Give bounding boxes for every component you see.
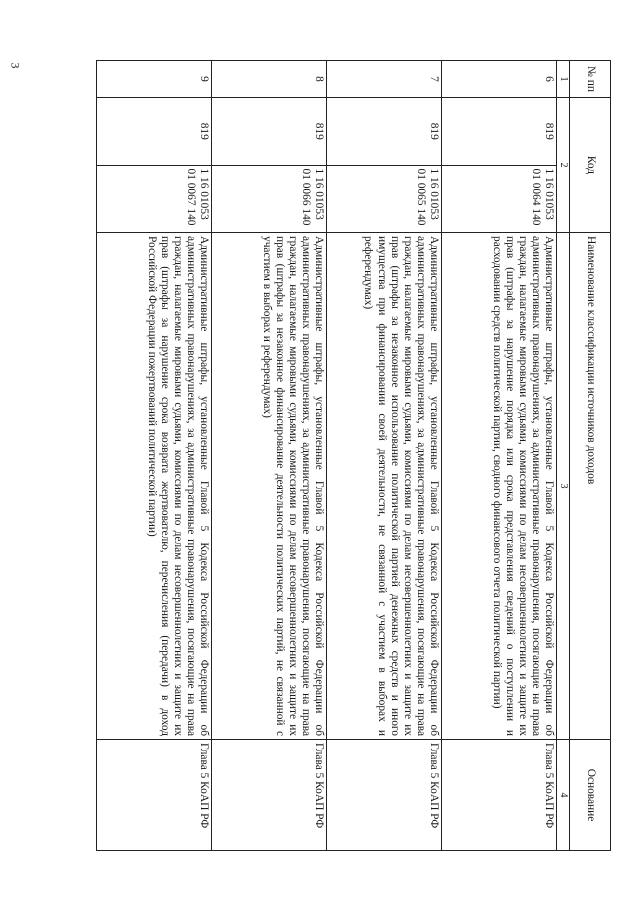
classification-code: 1 16 01053 01 0065 140 xyxy=(327,165,442,233)
admin-code: 819 xyxy=(212,98,327,166)
classification-code: 1 16 01053 01 0067 140 xyxy=(97,165,212,233)
column-number: 4 xyxy=(557,740,570,851)
table-header-row xyxy=(570,61,611,851)
table-row xyxy=(442,61,557,851)
admin-code: 819 xyxy=(327,98,442,166)
classification-code: 1 16 01053 01 0064 140 xyxy=(442,165,557,233)
row-number: 9 xyxy=(97,61,212,98)
classification-code: 1 16 01053 01 0066 140 xyxy=(212,165,327,233)
admin-code: 819 xyxy=(442,98,557,166)
header-number: № пп xyxy=(570,61,611,98)
legal-basis: Глава 5 КоАП РФ xyxy=(327,740,442,851)
row-number: 7 xyxy=(327,61,442,98)
rotated-table-container xyxy=(96,60,611,851)
legal-basis: Глава 5 КоАП РФ xyxy=(442,740,557,851)
page-number: 3 xyxy=(8,62,23,69)
table-body xyxy=(97,61,557,851)
classification-name: Административные штрафы, установленные Главой 5 Кодекса Российской Федерации об административных правонарушениях, за административные правонарушения, посягающие на права граждан, налагаемые мировыми судьями, комиссиями по делам несовершеннолетних и защите их прав (штрафы за незаконное финансирование деятельности политических партий, не связанной с участием в выборах и референдумах) xyxy=(212,233,327,740)
legal-basis: Глава 5 КоАП РФ xyxy=(212,740,327,851)
classification-name: Административные штрафы, установленные Главой 5 Кодекса Российской Федерации об административных правонарушениях, за административные правонарушения, посягающие на права граждан, налагаемые мировыми судьями, комиссиями по делам несовершеннолетних и защите их прав (штрафы за незаконное использование политической партией денежных средств и иного имущества при финансировании своей деятельности, не связанной с участием в выборах и референдумах) xyxy=(327,233,442,740)
table-row xyxy=(212,61,327,851)
classification-name: Административные штрафы, установленные Главой 5 Кодекса Российской Федерации об административных правонарушениях, за административные правонарушения, посягающие на права граждан, налагаемые мировыми судьями, комиссиями по делам несовершеннолетних и защите их прав (штрафы за нарушение срока возврата жертвователю, перечисления (передачи) в доход Российской Федерации пожертвований политической партии) xyxy=(97,233,212,740)
table-row xyxy=(97,61,212,851)
column-number: 2 xyxy=(557,98,570,233)
table-row xyxy=(327,61,442,851)
legal-basis: Глава 5 КоАП РФ xyxy=(97,740,212,851)
column-number: 1 xyxy=(557,61,570,98)
income-classification-table xyxy=(96,60,611,851)
header-basis: Основание xyxy=(570,740,611,851)
column-number: 3 xyxy=(557,233,570,740)
row-number: 6 xyxy=(442,61,557,98)
header-name: Наименование классификации источников доходов xyxy=(570,233,611,740)
header-code: Код xyxy=(570,98,611,233)
admin-code: 819 xyxy=(97,98,212,166)
column-number-row xyxy=(557,61,570,851)
row-number: 8 xyxy=(212,61,327,98)
classification-name: Административные штрафы, установленные Главой 5 Кодекса Российской Федерации об административных правонарушениях, за административные правонарушения, посягающие на права граждан, налагаемые мировыми судьями, комиссиями по делам несовершеннолетних и защите их прав (штрафы за нарушение порядка или срока представления сведений о поступлении и расходовании средств политической партии, сводного финансового отчета политической партии) xyxy=(442,233,557,740)
